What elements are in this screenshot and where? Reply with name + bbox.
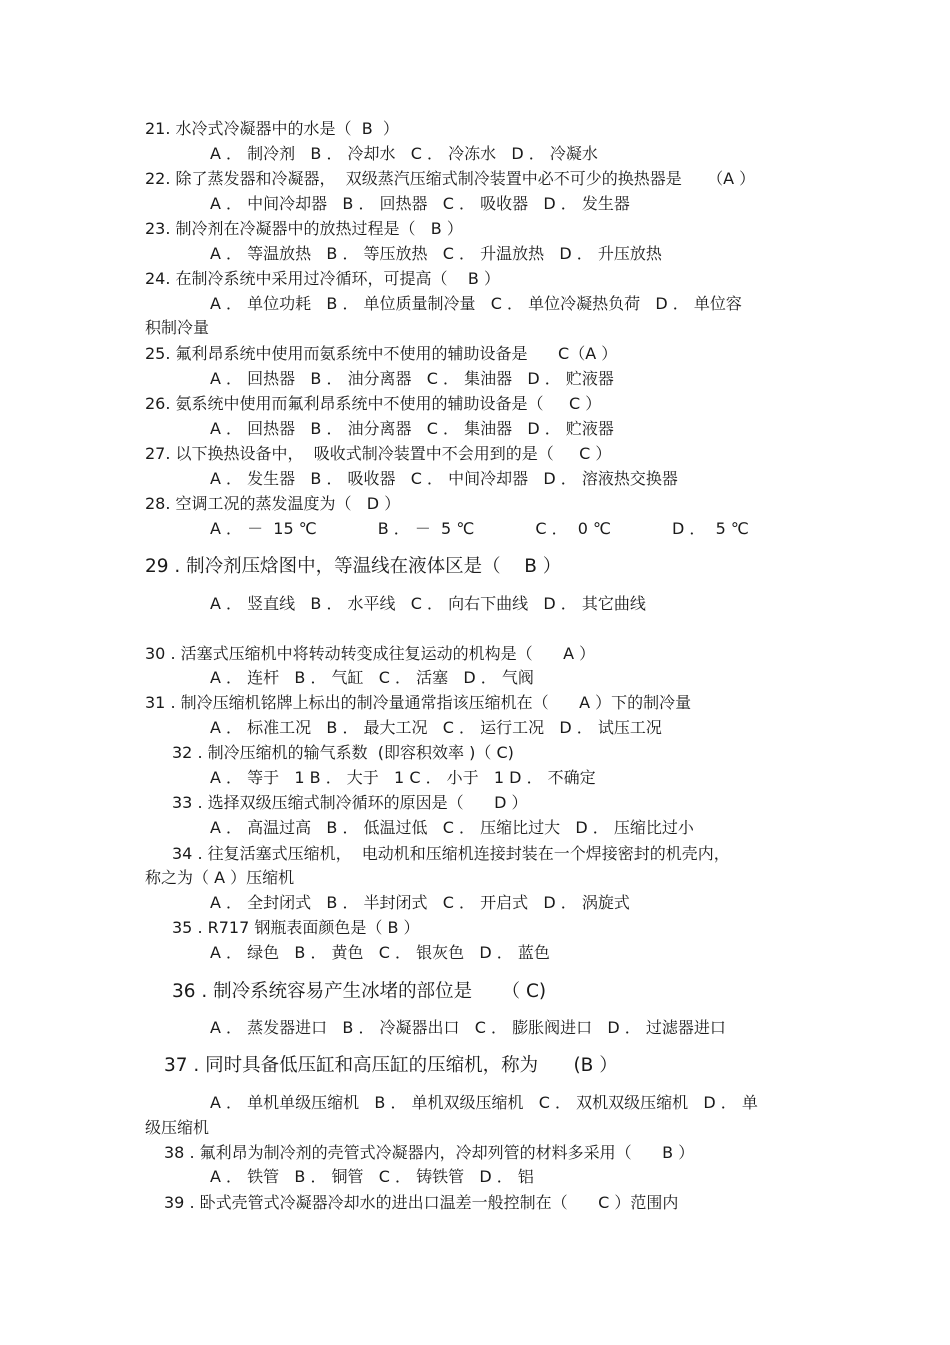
- q28-stem: 28. 空调工况的蒸发温度为（ D ）: [145, 494, 401, 513]
- q36-stem: 36 . 制冷系统容易产生冰堵的部位是 （ C): [172, 981, 547, 1002]
- q24-stem: 24. 在制冷系统中采用过冷循环，可提高（ B ）: [145, 269, 500, 288]
- q23-stem: 23. 制冷剂在冷凝器中的放热过程是（ B ）: [145, 219, 463, 238]
- q35-stem: 35 . R717 钢瓶表面颜色是（ B ）: [172, 918, 420, 937]
- q31-stem: 31 . 制冷压缩机铭牌上标出的制冷量通常指该压缩机在（ A ）下的制冷量: [145, 693, 692, 712]
- q29-stem: 29 . 制冷剂压焓图中，等温线在液体区是（ B ）: [145, 556, 562, 577]
- q36-options: A ． 蒸发器进口 B ． 冷凝器出口 C ． 膨胀阀进口 D ． 过滤器进口: [210, 1018, 726, 1037]
- q27-stem: 27. 以下换热设备中， 吸收式制冷装置中不会用到的是（ C ）: [145, 444, 612, 463]
- q33-options: A ． 高温过高 B ． 低温过低 C ． 压缩比过大 D ． 压缩比过小: [210, 818, 694, 837]
- q31-options: A ． 标准工况 B ． 最大工况 C ． 运行工况 D ． 试压工况: [210, 718, 662, 737]
- q39-stem: 39 . 卧式壳管式冷凝器冷却水的进出口温差一般控制在（ C ）范围内: [164, 1193, 679, 1212]
- q26-stem: 26. 氨系统中使用而氟利昂系统中不使用的辅助设备是（ C ）: [145, 394, 602, 413]
- q33-stem: 33 . 选择双级压缩式制冷循环的原因是（ D ）: [172, 793, 528, 812]
- q23-options: A ． 等温放热 B ． 等压放热 C ． 升温放热 D ． 升压放热: [210, 244, 662, 263]
- q34-stem: 34 . 往复活塞式压缩机， 电动机和压缩机连接封装在一个焊接密封的机壳内，: [172, 844, 730, 863]
- q32-options: A ． 等于 1 B ． 大于 1 C ． 小于 1 D ． 不确定: [210, 768, 596, 787]
- q21-stem: 21. 水冷式冷凝器中的水是（ B ）: [145, 119, 399, 138]
- q27-options: A ． 发生器 B ． 吸收器 C ． 中间冷却器 D ． 溶液热交换器: [210, 469, 678, 488]
- q24-options: A ． 单位功耗 B ． 单位质量制冷量 C ． 单位冷凝热负荷 D ． 单位容: [210, 294, 742, 313]
- q38-options: A ． 铁管 B ． 铜管 C ． 铸铁管 D ． 铝: [210, 1167, 534, 1186]
- q34-options: A ． 全封闭式 B ． 半封闭式 C ． 开启式 D ． 涡旋式: [210, 893, 630, 912]
- q30-options: A ． 连杆 B ． 气缸 C ． 活塞 D ． 气阀: [210, 668, 534, 687]
- q25-stem: 25. 氟利昂系统中使用而氨系统中不使用的辅助设备是 C（A ）: [145, 344, 618, 363]
- q28-options: A ． － 15 ℃ B ． － 5 ℃ C ． 0 ℃ D ． 5 ℃: [210, 519, 749, 538]
- q22-options: A ． 中间冷却器 B ． 回热器 C ． 吸收器 D ． 发生器: [210, 194, 630, 213]
- q26-options: A ． 回热器 B ． 油分离器 C ． 集油器 D ． 贮液器: [210, 419, 614, 438]
- q24-options-cont: 积制冷量: [145, 318, 210, 337]
- q37-stem: 37 . 同时具备低压缸和高压缸的压缩机，称为 (B ）: [164, 1055, 618, 1076]
- q37-options-cont: 级压缩机: [145, 1118, 210, 1137]
- q35-options: A ． 绿色 B ． 黄色 C ． 银灰色 D ． 蓝色: [210, 943, 550, 962]
- q30-stem: 30 . 活塞式压缩机中将转动转变成往复运动的机构是（ A ）: [145, 644, 596, 663]
- q22-stem: 22. 除了蒸发器和冷凝器， 双级蒸汽压缩式制冷装置中必不可少的换热器是 （A ）: [145, 169, 756, 188]
- q34-stem-cont: 称之为（ A ）压缩机: [145, 868, 295, 887]
- q25-options: A ． 回热器 B ． 油分离器 C ． 集油器 D ． 贮液器: [210, 369, 614, 388]
- q32-stem: 32 . 制冷压缩机的输气系数 (即容积效率 )（ C): [172, 743, 514, 762]
- q37-options: A ． 单机单级压缩机 B ． 单机双级压缩机 C ． 双机双级压缩机 D ． 单: [210, 1093, 758, 1112]
- q21-options: A ． 制冷剂 B ． 冷却水 C ． 冷冻水 D ． 冷凝水: [210, 144, 598, 163]
- q38-stem: 38 . 氟利昂为制冷剂的壳管式冷凝器内，冷却列管的材料多采用（ B ）: [164, 1143, 695, 1162]
- q29-options: A ． 竖直线 B ． 水平线 C ． 向右下曲线 D ． 其它曲线: [210, 594, 646, 613]
